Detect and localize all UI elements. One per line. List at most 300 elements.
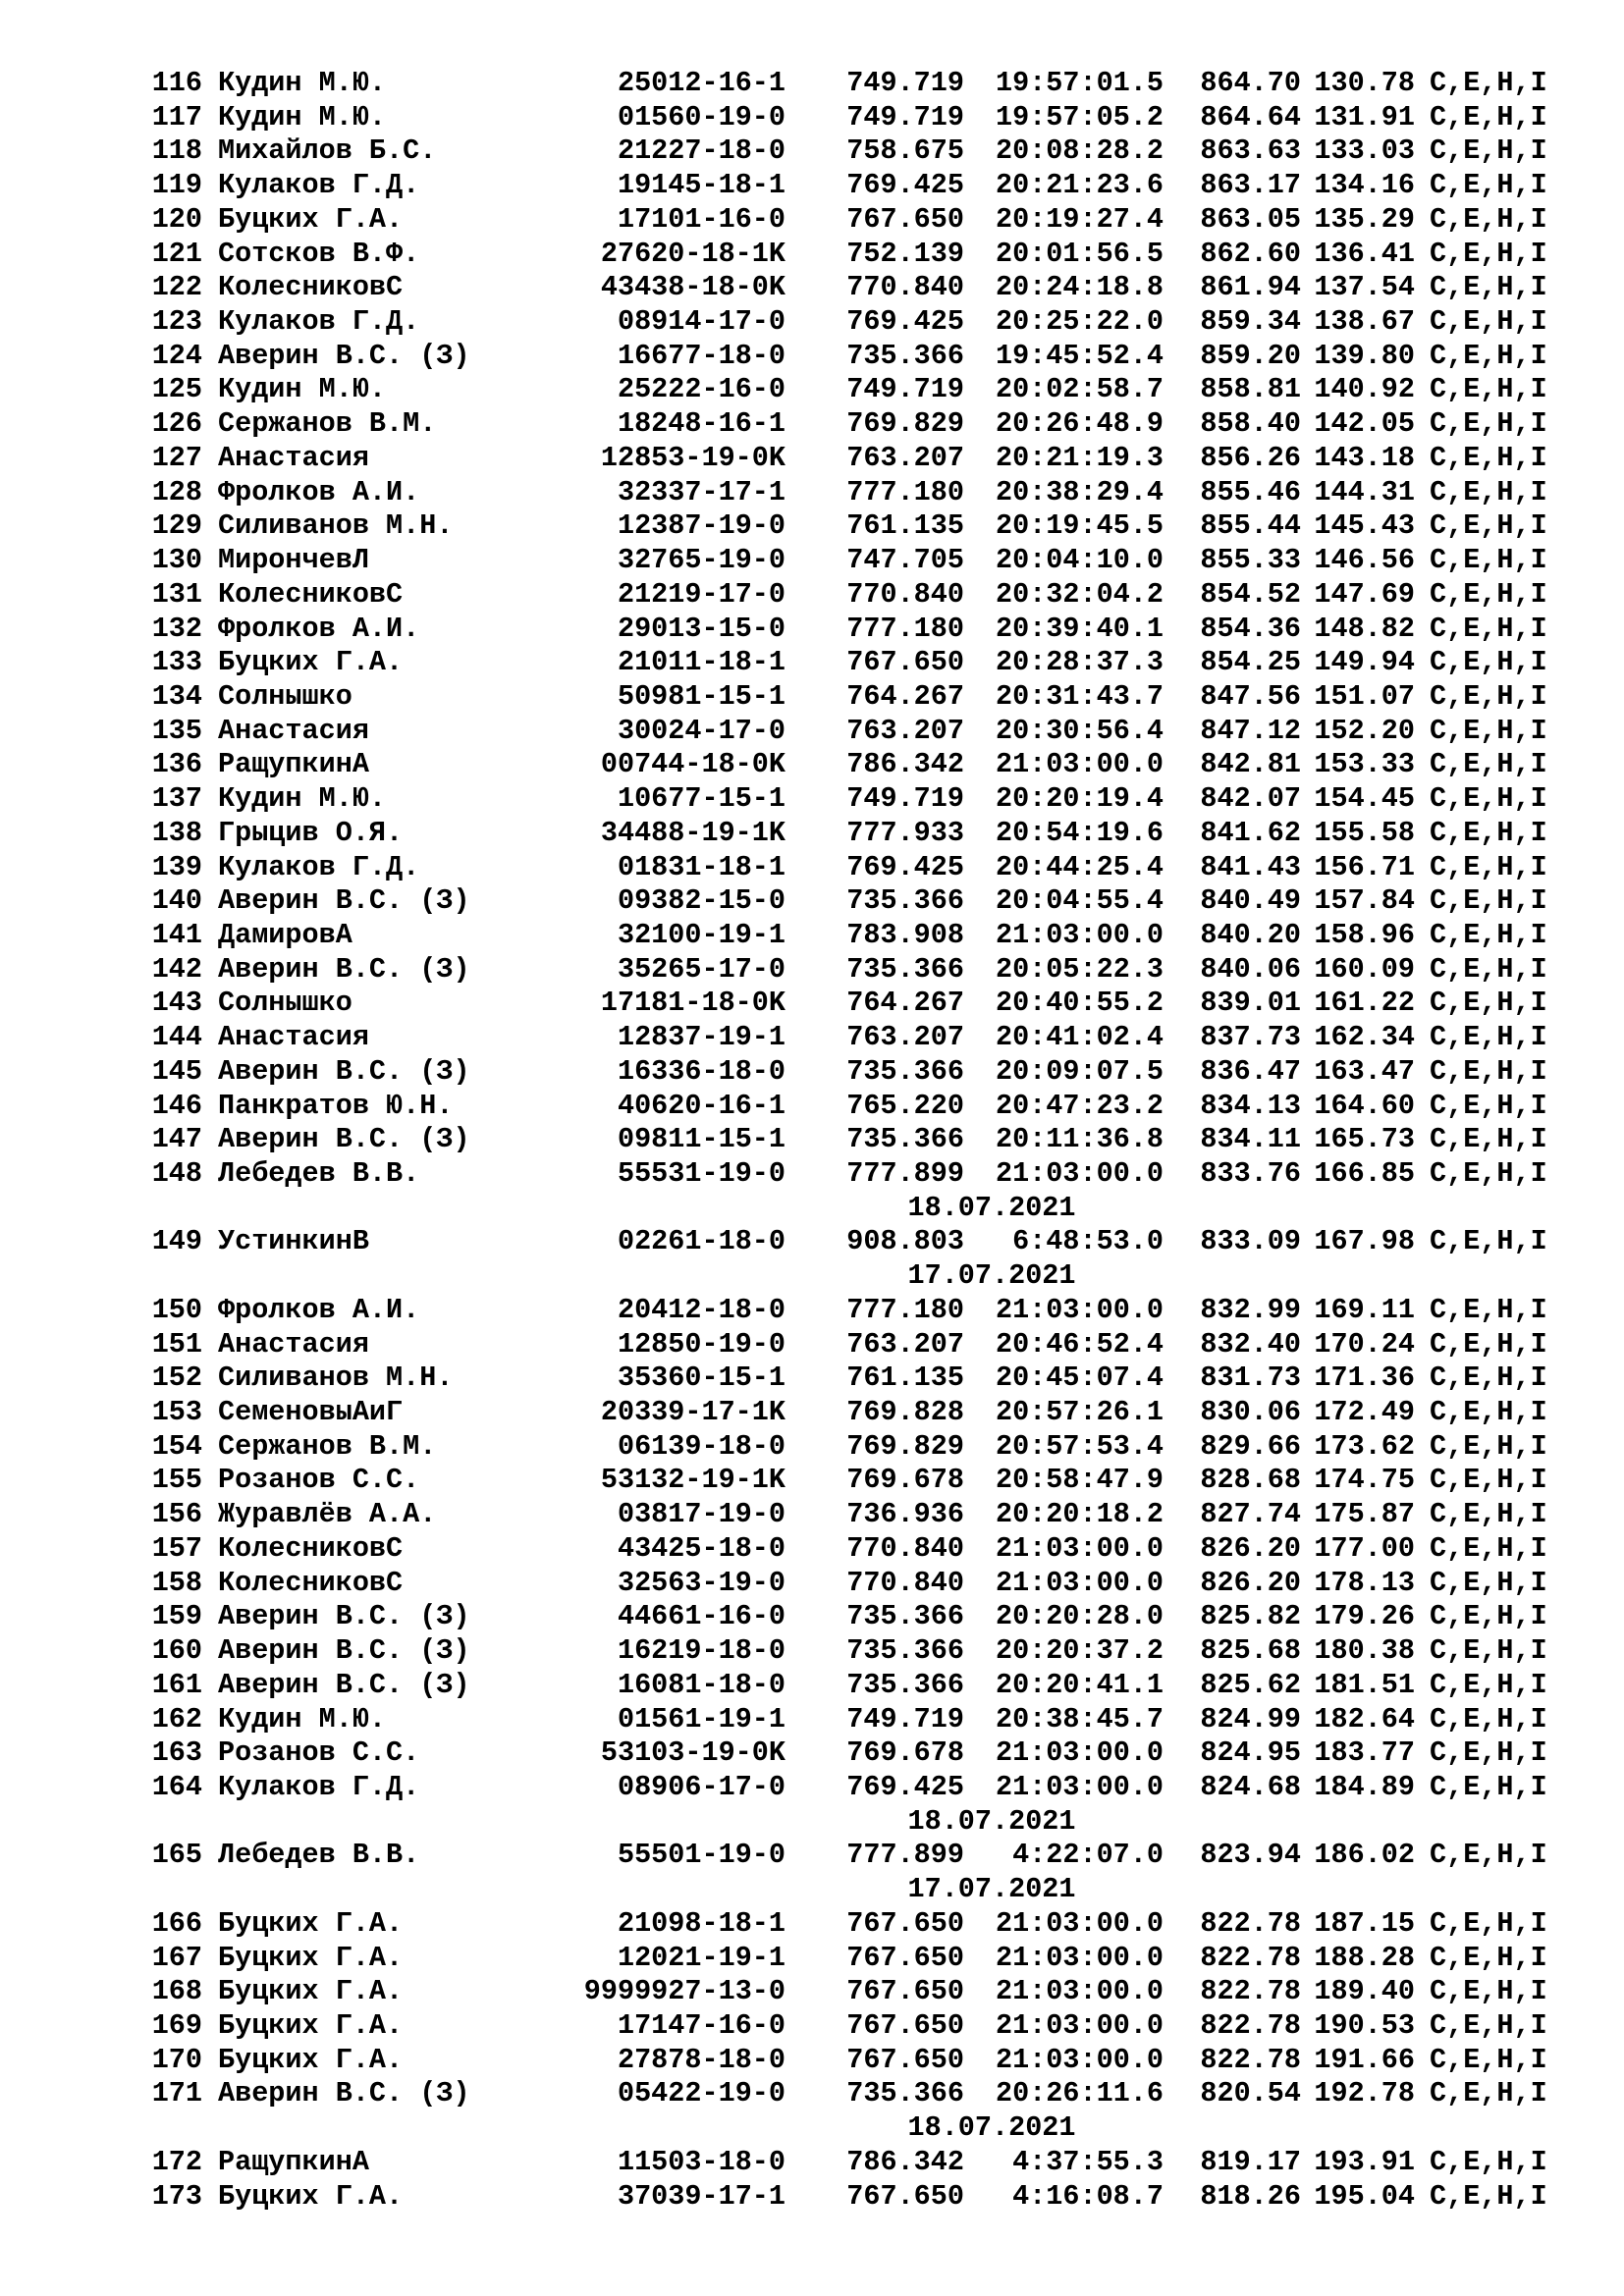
arrival-time: 21:03:00.0: [995, 1975, 1164, 2008]
classes: C,E,H,I: [1430, 850, 1547, 883]
points: 189.40: [1314, 1975, 1415, 2008]
fancier-name: Аверин В.С. (З): [218, 1634, 470, 1668]
table-row: [0, 1975, 1624, 2009]
fancier-name: Анастасия: [218, 714, 369, 747]
classes: C,E,H,I: [1430, 1225, 1547, 1258]
arrival-time: 20:11:36.8: [995, 1123, 1164, 1156]
ring-number: 19145-18-1: [617, 169, 785, 202]
arrival-time: 21:03:00.0: [995, 1906, 1164, 1940]
table-row: [0, 1157, 1624, 1192]
speed: 855.44: [1200, 509, 1301, 543]
fancier-name: Анастасия: [218, 1021, 369, 1054]
speed: 859.20: [1200, 339, 1301, 372]
classes: C,E,H,I: [1430, 714, 1547, 747]
table-row: [0, 1090, 1624, 1124]
points: 145.43: [1314, 509, 1415, 543]
fancier-name: Кулаков Г.Д.: [218, 305, 420, 339]
classes: C,E,H,I: [1430, 237, 1547, 270]
distance: 735.366: [846, 1054, 964, 1088]
table-row: [0, 578, 1624, 613]
distance: 777.180: [846, 475, 964, 508]
speed: 854.36: [1200, 612, 1301, 645]
points: 179.26: [1314, 1600, 1415, 1633]
classes: C,E,H,I: [1430, 884, 1547, 918]
fancier-name: Кудин М.Ю.: [218, 1702, 387, 1735]
ring-number: 32563-19-0: [617, 1566, 785, 1599]
points: 174.75: [1314, 1464, 1415, 1497]
fancier-name: Аверин В.С. (З): [218, 1123, 470, 1156]
speed: 832.40: [1200, 1327, 1301, 1361]
table-row: [0, 134, 1624, 169]
arrival-time: 20:41:02.4: [995, 1021, 1164, 1054]
fancier-name: КолесниковС: [218, 577, 404, 611]
ring-number: 32765-19-0: [617, 544, 785, 577]
classes: C,E,H,I: [1430, 1054, 1547, 1088]
arrival-time: 19:57:05.2: [995, 100, 1164, 133]
ring-number: 09811-15-1: [617, 1123, 785, 1156]
classes: C,E,H,I: [1430, 2179, 1547, 2213]
table-row: [0, 238, 1624, 272]
points: 155.58: [1314, 816, 1415, 849]
table-row: [0, 203, 1624, 238]
place-number: 141: [151, 918, 202, 951]
arrival-time: 20:26:48.9: [995, 407, 1164, 441]
ring-number: 12837-19-1: [617, 1021, 785, 1054]
ring-number: 12387-19-0: [617, 509, 785, 543]
speed: 823.94: [1200, 1839, 1301, 1872]
arrival-time: 21:03:00.0: [995, 1770, 1164, 1803]
arrival-time: 4:37:55.3: [1012, 2145, 1164, 2178]
speed: 863.17: [1200, 169, 1301, 202]
fancier-name: Солнышко: [218, 987, 352, 1020]
ring-number: 27878-18-0: [617, 2043, 785, 2076]
table-row: [0, 1567, 1624, 1601]
points: 151.07: [1314, 679, 1415, 713]
ring-number: 21219-17-0: [617, 577, 785, 611]
speed: 828.68: [1200, 1464, 1301, 1497]
place-number: 130: [151, 544, 202, 577]
fancier-name: Журавлёв А.А.: [218, 1498, 437, 1531]
classes: C,E,H,I: [1430, 1702, 1547, 1735]
date-separator: [0, 1192, 1624, 1226]
arrival-time: 20:04:55.4: [995, 884, 1164, 918]
ring-number: 12021-19-1: [617, 1941, 785, 1974]
place-number: 150: [151, 1293, 202, 1326]
table-row: [0, 817, 1624, 851]
points: 137.54: [1314, 271, 1415, 304]
ring-number: 05422-19-0: [617, 2077, 785, 2110]
distance: 749.719: [846, 782, 964, 816]
table-row: [0, 67, 1624, 101]
points: 169.11: [1314, 1293, 1415, 1326]
table-row: [0, 2180, 1624, 2215]
arrival-time: 20:47:23.2: [995, 1089, 1164, 1122]
distance: 735.366: [846, 1634, 964, 1668]
place-number: 164: [151, 1770, 202, 1803]
classes: C,E,H,I: [1430, 1906, 1547, 1940]
place-number: 136: [151, 748, 202, 781]
points: 144.31: [1314, 475, 1415, 508]
classes: C,E,H,I: [1430, 577, 1547, 611]
points: 157.84: [1314, 884, 1415, 918]
distance: 769.829: [846, 407, 964, 441]
speed: 859.34: [1200, 305, 1301, 339]
points: 178.13: [1314, 1566, 1415, 1599]
points: 163.47: [1314, 1054, 1415, 1088]
speed: 822.78: [1200, 1941, 1301, 1974]
place-number: 127: [151, 441, 202, 474]
fancier-name: Анастасия: [218, 1327, 369, 1361]
fancier-name: Анастасия: [218, 441, 369, 474]
ring-number: 37039-17-1: [617, 2179, 785, 2213]
ring-number: 12850-19-0: [617, 1327, 785, 1361]
ring-number: 43438-18-0K: [600, 271, 785, 304]
arrival-time: 20:20:28.0: [995, 1600, 1164, 1633]
arrival-time: 21:03:00.0: [995, 1531, 1164, 1565]
distance: 763.207: [846, 1021, 964, 1054]
place-number: 139: [151, 850, 202, 883]
arrival-time: 21:03:00.0: [995, 748, 1164, 781]
distance: 769.829: [846, 1429, 964, 1463]
fancier-name: Буцких Г.А.: [218, 646, 404, 679]
table-row: [0, 271, 1624, 305]
distance: 735.366: [846, 339, 964, 372]
arrival-time: 6:48:53.0: [1012, 1225, 1164, 1258]
table-row: [0, 782, 1624, 817]
speed: 826.20: [1200, 1566, 1301, 1599]
place-number: 145: [151, 1054, 202, 1088]
table-row: [0, 884, 1624, 919]
classes: C,E,H,I: [1430, 1498, 1547, 1531]
points: 148.82: [1314, 612, 1415, 645]
speed: 831.73: [1200, 1362, 1301, 1395]
classes: C,E,H,I: [1430, 134, 1547, 168]
table-row: [0, 987, 1624, 1021]
speed: 825.68: [1200, 1634, 1301, 1668]
ring-number: 18248-16-1: [617, 407, 785, 441]
speed: 855.33: [1200, 544, 1301, 577]
table-row: [0, 1532, 1624, 1567]
table-row: [0, 1942, 1624, 1976]
distance: 769.425: [846, 305, 964, 339]
arrival-time: 19:57:01.5: [995, 67, 1164, 99]
fancier-name: Кулаков Г.Д.: [218, 169, 420, 202]
date-label: 18.07.2021: [907, 1804, 1076, 1838]
points: 182.64: [1314, 1702, 1415, 1735]
ring-number: 02261-18-0: [617, 1225, 785, 1258]
place-number: 132: [151, 612, 202, 645]
distance: 777.180: [846, 1293, 964, 1326]
classes: C,E,H,I: [1430, 407, 1547, 441]
arrival-time: 4:22:07.0: [1012, 1839, 1164, 1872]
speed: 842.07: [1200, 782, 1301, 816]
fancier-name: Буцких Г.А.: [218, 2043, 404, 2076]
classes: C,E,H,I: [1430, 918, 1547, 951]
fancier-name: Фролков А.И.: [218, 475, 420, 508]
speed: 864.64: [1200, 100, 1301, 133]
points: 180.38: [1314, 1634, 1415, 1668]
table-row: [0, 919, 1624, 953]
table-row: [0, 340, 1624, 374]
ring-number: 12853-19-0K: [600, 441, 785, 474]
distance: 767.650: [846, 1975, 964, 2008]
arrival-time: 21:03:00.0: [995, 1941, 1164, 1974]
speed: 839.01: [1200, 987, 1301, 1020]
classes: C,E,H,I: [1430, 305, 1547, 339]
table-row: [0, 1055, 1624, 1090]
table-row: [0, 2146, 1624, 2180]
fancier-name: СеменовыАиГ: [218, 1396, 404, 1429]
place-number: 149: [151, 1225, 202, 1258]
arrival-time: 20:20:41.1: [995, 1668, 1164, 1701]
classes: C,E,H,I: [1430, 202, 1547, 236]
arrival-time: 21:03:00.0: [995, 918, 1164, 951]
place-number: 156: [151, 1498, 202, 1531]
classes: C,E,H,I: [1430, 1770, 1547, 1803]
distance: 769.678: [846, 1736, 964, 1770]
place-number: 168: [151, 1975, 202, 2008]
table-row: [0, 1907, 1624, 1942]
speed: 854.52: [1200, 577, 1301, 611]
table-row: [0, 1328, 1624, 1362]
table-row: [0, 442, 1624, 476]
place-number: 159: [151, 1600, 202, 1633]
ring-number: 53103-19-0K: [600, 1736, 785, 1770]
ring-number: 01831-18-1: [617, 850, 785, 883]
speed: 822.78: [1200, 2008, 1301, 2042]
classes: C,E,H,I: [1430, 1668, 1547, 1701]
arrival-time: 4:16:08.7: [1012, 2179, 1164, 2213]
distance: 769.425: [846, 1770, 964, 1803]
classes: C,E,H,I: [1430, 1327, 1547, 1361]
speed: 840.06: [1200, 952, 1301, 986]
ring-number: 35265-17-0: [617, 952, 785, 986]
table-row: [0, 1430, 1624, 1465]
arrival-time: 20:09:07.5: [995, 1054, 1164, 1088]
table-row: [0, 715, 1624, 749]
fancier-name: Аверин В.С. (З): [218, 1668, 470, 1701]
points: 133.03: [1314, 134, 1415, 168]
table-row: [0, 101, 1624, 135]
distance: 763.207: [846, 1327, 964, 1361]
ring-number: 21098-18-1: [617, 1906, 785, 1940]
arrival-time: 20:45:07.4: [995, 1362, 1164, 1395]
table-row: [0, 1771, 1624, 1805]
arrival-time: 20:38:45.7: [995, 1702, 1164, 1735]
table-row: [0, 544, 1624, 578]
arrival-time: 20:20:37.2: [995, 1634, 1164, 1668]
distance: 764.267: [846, 679, 964, 713]
ring-number: 29013-15-0: [617, 612, 785, 645]
place-number: 166: [151, 1906, 202, 1940]
distance: 769.425: [846, 850, 964, 883]
distance: 767.650: [846, 2179, 964, 2213]
classes: C,E,H,I: [1430, 339, 1547, 372]
arrival-time: 21:03:00.0: [995, 2008, 1164, 2042]
ring-number: 21227-18-0: [617, 134, 785, 168]
distance: 735.366: [846, 1600, 964, 1633]
points: 184.89: [1314, 1770, 1415, 1803]
distance: 761.135: [846, 1362, 964, 1395]
date-label: 17.07.2021: [907, 1873, 1076, 1906]
place-number: 116: [151, 67, 202, 99]
place-number: 133: [151, 646, 202, 679]
fancier-name: Силиванов М.Н.: [218, 509, 454, 543]
classes: C,E,H,I: [1430, 1362, 1547, 1395]
ring-number: 34488-19-1K: [600, 816, 785, 849]
classes: C,E,H,I: [1430, 373, 1547, 406]
fancier-name: Сержанов В.М.: [218, 1429, 437, 1463]
ring-number: 9999927-13-0: [583, 1975, 785, 2008]
arrival-time: 20:39:40.1: [995, 612, 1164, 645]
speed: 822.78: [1200, 1906, 1301, 1940]
distance: 769.425: [846, 169, 964, 202]
speed: 822.78: [1200, 2043, 1301, 2076]
fancier-name: Буцких Г.А.: [218, 1941, 404, 1974]
speed: 862.60: [1200, 237, 1301, 270]
table-row: [0, 680, 1624, 715]
points: 139.80: [1314, 339, 1415, 372]
table-row: [0, 1736, 1624, 1771]
place-number: 151: [151, 1327, 202, 1361]
ring-number: 17101-16-0: [617, 202, 785, 236]
place-number: 167: [151, 1941, 202, 1974]
distance: 747.705: [846, 544, 964, 577]
classes: C,E,H,I: [1430, 748, 1547, 781]
fancier-name: Буцких Г.А.: [218, 2179, 404, 2213]
fancier-name: Солнышко: [218, 679, 352, 713]
arrival-time: 20:04:10.0: [995, 544, 1164, 577]
classes: C,E,H,I: [1430, 1975, 1547, 2008]
ring-number: 16336-18-0: [617, 1054, 785, 1088]
distance: 770.840: [846, 577, 964, 611]
arrival-time: 20:19:27.4: [995, 202, 1164, 236]
fancier-name: Кудин М.Ю.: [218, 67, 387, 99]
fancier-name: Силиванов М.Н.: [218, 1362, 454, 1395]
arrival-time: 21:03:00.0: [995, 1736, 1164, 1770]
speed: 854.25: [1200, 646, 1301, 679]
table-row: [0, 748, 1624, 782]
fancier-name: Кудин М.Ю.: [218, 782, 387, 816]
distance: 770.840: [846, 1531, 964, 1565]
fancier-name: Кулаков Г.Д.: [218, 1770, 420, 1803]
distance: 767.650: [846, 1906, 964, 1940]
speed: 825.62: [1200, 1668, 1301, 1701]
table-row: [0, 1225, 1624, 1259]
classes: C,E,H,I: [1430, 2077, 1547, 2110]
points: 190.53: [1314, 2008, 1415, 2042]
place-number: 161: [151, 1668, 202, 1701]
table-row: [0, 646, 1624, 680]
speed: 837.73: [1200, 1021, 1301, 1054]
ring-number: 32100-19-1: [617, 918, 785, 951]
speed: 829.66: [1200, 1429, 1301, 1463]
date-separator: [0, 1805, 1624, 1840]
place-number: 146: [151, 1089, 202, 1122]
classes: C,E,H,I: [1430, 1464, 1547, 1497]
place-number: 137: [151, 782, 202, 816]
distance: 767.650: [846, 2008, 964, 2042]
fancier-name: КолесниковС: [218, 1566, 404, 1599]
distance: 786.342: [846, 748, 964, 781]
place-number: 120: [151, 202, 202, 236]
points: 191.66: [1314, 2043, 1415, 2076]
distance: 770.840: [846, 1566, 964, 1599]
fancier-name: РащупкинА: [218, 2145, 369, 2178]
classes: C,E,H,I: [1430, 271, 1547, 304]
points: 138.67: [1314, 305, 1415, 339]
classes: C,E,H,I: [1430, 100, 1547, 133]
table-row: [0, 305, 1624, 340]
points: 156.71: [1314, 850, 1415, 883]
speed: 861.94: [1200, 271, 1301, 304]
place-number: 154: [151, 1429, 202, 1463]
distance: 735.366: [846, 1668, 964, 1701]
ring-number: 27620-18-1K: [600, 237, 785, 270]
ring-number: 16677-18-0: [617, 339, 785, 372]
fancier-name: МирончевЛ: [218, 544, 369, 577]
ring-number: 08914-17-0: [617, 305, 785, 339]
place-number: 152: [151, 1362, 202, 1395]
fancier-name: Фролков А.И.: [218, 1293, 420, 1326]
place-number: 138: [151, 816, 202, 849]
speed: 827.74: [1200, 1498, 1301, 1531]
ring-number: 16219-18-0: [617, 1634, 785, 1668]
place-number: 131: [151, 577, 202, 611]
ring-number: 25012-16-1: [617, 67, 785, 99]
fancier-name: Аверин В.С. (З): [218, 884, 470, 918]
place-number: 153: [151, 1396, 202, 1429]
points: 183.77: [1314, 1736, 1415, 1770]
table-row: [0, 476, 1624, 510]
arrival-time: 20:24:18.8: [995, 271, 1164, 304]
speed: 824.95: [1200, 1736, 1301, 1770]
place-number: 122: [151, 271, 202, 304]
ring-number: 40620-16-1: [617, 1089, 785, 1122]
place-number: 144: [151, 1021, 202, 1054]
classes: C,E,H,I: [1430, 679, 1547, 713]
points: 135.29: [1314, 202, 1415, 236]
ring-number: 50981-15-1: [617, 679, 785, 713]
table-row: [0, 1634, 1624, 1669]
place-number: 172: [151, 2145, 202, 2178]
date-label: 18.07.2021: [907, 2111, 1076, 2145]
speed: 847.12: [1200, 714, 1301, 747]
classes: C,E,H,I: [1430, 1123, 1547, 1156]
classes: C,E,H,I: [1430, 67, 1547, 99]
fancier-name: Аверин В.С. (З): [218, 952, 470, 986]
distance: 777.933: [846, 816, 964, 849]
classes: C,E,H,I: [1430, 1634, 1547, 1668]
arrival-time: 20:44:25.4: [995, 850, 1164, 883]
points: 172.49: [1314, 1396, 1415, 1429]
table-row: [0, 1021, 1624, 1055]
speed: 833.76: [1200, 1157, 1301, 1190]
arrival-time: 20:02:58.7: [995, 373, 1164, 406]
speed: 856.26: [1200, 441, 1301, 474]
classes: C,E,H,I: [1430, 1396, 1547, 1429]
points: 147.69: [1314, 577, 1415, 611]
ring-number: 01560-19-0: [617, 100, 785, 133]
distance: 783.908: [846, 918, 964, 951]
distance: 735.366: [846, 2077, 964, 2110]
arrival-time: 20:30:56.4: [995, 714, 1164, 747]
points: 142.05: [1314, 407, 1415, 441]
speed: 841.62: [1200, 816, 1301, 849]
points: 136.41: [1314, 237, 1415, 270]
table-row: [0, 1396, 1624, 1430]
distance: 777.899: [846, 1839, 964, 1872]
